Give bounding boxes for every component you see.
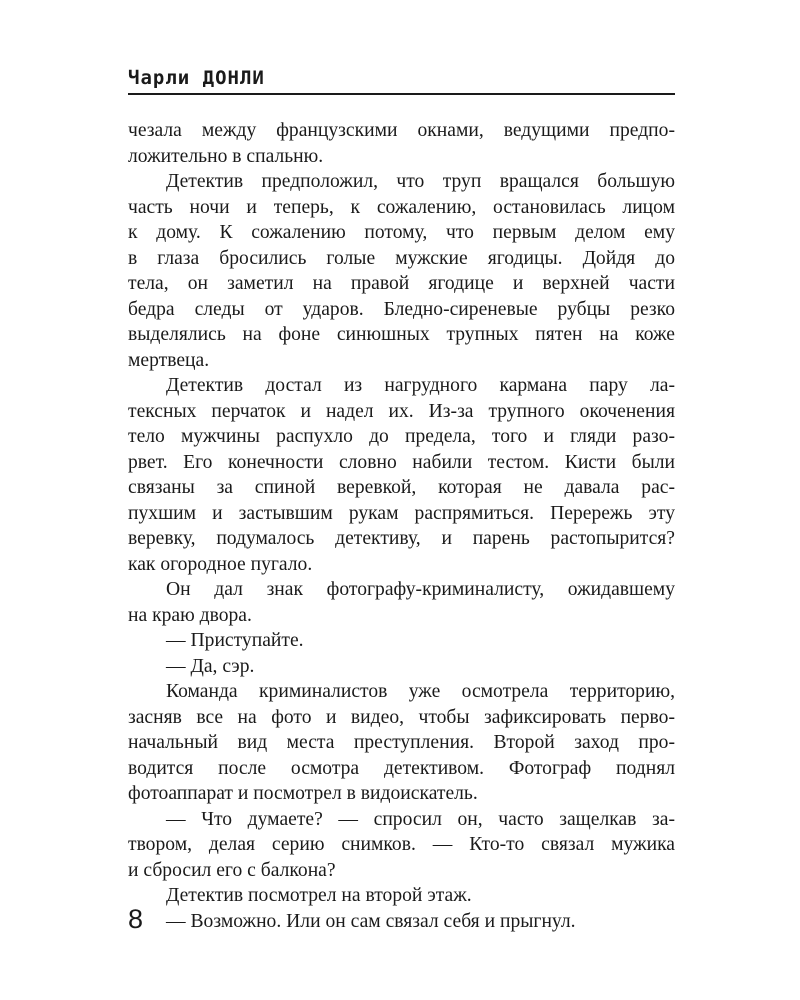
text-line: Детектив посмотрел на второй этаж. (166, 885, 472, 906)
text-line: тексных перчаток и надел их. Из-за трупного окоченения (128, 400, 675, 422)
body-text (128, 118, 675, 934)
dialogue-line: — Да, сэр. (166, 655, 255, 677)
text-line: Детектив достал из нагрудного кармана пару ла- (166, 375, 675, 396)
text-line: на краю двора. (128, 604, 252, 626)
text-line: твором, делая серию снимков. — Кто-то связал мужика (128, 834, 675, 855)
text-line: мертвеца. (128, 349, 210, 371)
page-number: 8 (128, 904, 144, 934)
text-line: фотоаппарат и посмотрел в видоискатель. (128, 783, 478, 804)
dialogue-line: — Приступайте. (166, 630, 304, 651)
dialogue-line: — Возможно. Или он сам связал себя и прыгнул. (166, 910, 576, 932)
text-line: веревку, подумалось детективу, и парень растопырится? (128, 528, 675, 549)
text-line: к дому. К сожалению потому, что первым делом ему (128, 222, 675, 243)
text-line: в глаза бросились голые мужские ягодицы. Дойдя до (128, 247, 675, 269)
text-line: рвет. Его конечности словно набили тестом. Кисти были (128, 451, 675, 473)
text-line: Он дал знак фотографу-криминалисту, ожидавшему (166, 579, 675, 600)
text-line: Детектив предположил, что труп вращался большую (166, 171, 675, 192)
running-head: Чарли ДОНЛИ (128, 67, 265, 89)
text-line: и сбросил его с балкона? (128, 859, 336, 881)
text-line: водится после осмотра детективом. Фотограф поднял (128, 757, 675, 779)
text-line: бедра следы от ударов. Бледно-сиреневые рубцы резко (128, 298, 675, 320)
text-line: Команда криминалистов уже осмотрела территорию, (166, 681, 675, 702)
text-line: пухшим и застывшим рукам распрямиться. Перережь эту (128, 502, 675, 524)
text-line: тело мужчины распухло до предела, того и гляди разо- (128, 426, 675, 447)
text-line: засняв все на фото и видео, чтобы зафиксировать перво- (128, 706, 675, 728)
text-line: выделялись на фоне синюшных трупных пятен на коже (128, 324, 675, 345)
page-header (128, 66, 675, 96)
text-line: ложительно в спальню. (128, 145, 324, 167)
header-rule (128, 93, 675, 95)
text-line: тела, он заметил на правой ягодице и верхней части (128, 273, 675, 294)
text-line: связаны за спиной веревкой, которая не давала рас- (128, 477, 675, 498)
text-line: начальный вид места преступления. Второй заход про- (128, 732, 675, 753)
text-line: как огородное пугало. (128, 553, 313, 575)
dialogue-line: — Что думаете? — спросил он, часто защелкав за- (166, 808, 675, 830)
text-line: чезала между французскими окнами, ведущими предпо- (128, 120, 675, 141)
text-line: часть ночи и теперь, к сожалению, остановилась лицом (128, 196, 675, 218)
